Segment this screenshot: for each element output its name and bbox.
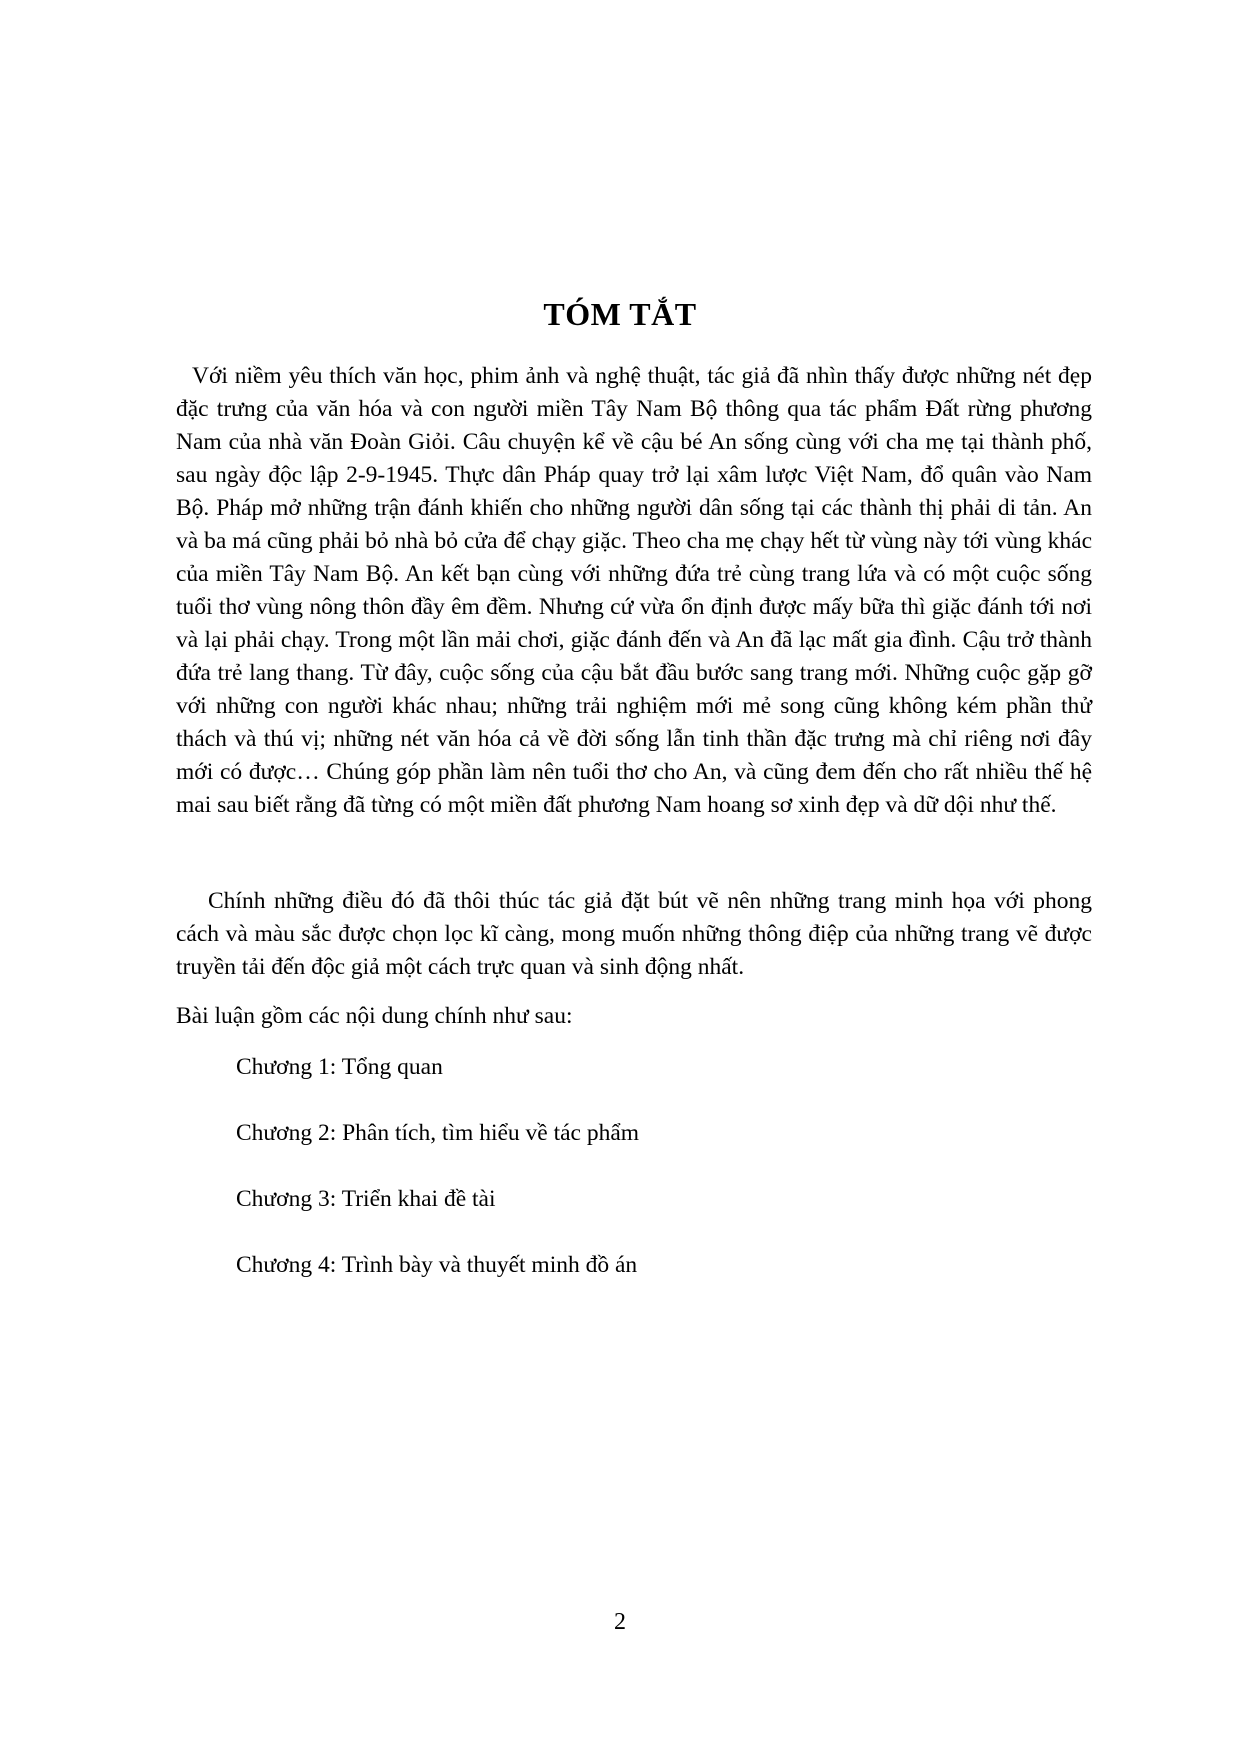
outline-intro: Bài luận gồm các nội dung chính như sau: (176, 1003, 573, 1029)
page-number: 2 (614, 1609, 626, 1635)
page-title: TÓM TẮT (543, 296, 697, 332)
summary-paragraph-motivation: Chính những điều đó đã thôi thúc tác giả đặt bút vẽ nên những trang minh họa với phong cách và màu sắc được chọn lọc kĩ càng, mong muốn những thông điệp của những trang vẽ được truyền tải đến độc giả một cách trực quan và sinh động nhất. (176, 888, 1092, 980)
summary-paragraph-intro: Với niềm yêu thích văn học, phim ảnh và nghệ thuật, tác giả đã nhìn thấy được những nét đẹp đặc trưng của văn hóa và con người miền Tây Nam Bộ thông qua tác phẩm Đất rừng phương Nam của nhà văn Đoàn Giỏi. Câu chuyện kể về cậu bé An sống cùng với cha mẹ tại thành phố, sau ngày độc lập 2-9-1945. Thực dân Pháp quay trở lại xâm lược Việt Nam, đổ quân vào Nam Bộ. Pháp mở những trận đánh khiến cho những người dân sống tại các thành thị phải di tản. An và ba má cũng phải bỏ nhà bỏ cửa để chạy giặc. Theo cha mẹ chạy hết từ vùng này tới vùng khác của miền Tây Nam Bộ. An kết bạn cùng với những đứa trẻ cùng trang lứa và có một cuộc sống tuổi thơ vùng nông thôn đầy êm đềm. Nhưng cứ vừa ổn định được mấy bữa thì giặc đánh tới nơi và lại phải chạy. Trong một lần mải chơi, giặc đánh đến và An đã lạc mất gia đình. Cậu trở thành đứa trẻ lang thang. Từ đây, cuộc sống của cậu bắt đầu bước sang trang mới. Những cuộc gặp gỡ với những con người khác nhau; những trải nghiệm mới mẻ song cũng không kém phần thử thách và thú vị; những nét văn hóa cả về đời sống lẫn tinh thần đặc trưng mà chỉ riêng nơi đây mới có được… Chúng góp phần làm nên tuổi thơ cho An, và cũng đem đến cho rất nhiều thế hệ mai sau biết rằng đã từng có một miền đất phương Nam hoang sơ xinh đẹp và dữ dội như thế. (176, 363, 1092, 818)
chapter-item-1: Chương 1: Tổng quan (236, 1054, 443, 1080)
chapter-item-4: Chương 4: Trình bày và thuyết minh đồ án (236, 1252, 638, 1278)
chapter-item-3: Chương 3: Triển khai đề tài (236, 1186, 496, 1212)
chapter-item-2: Chương 2: Phân tích, tìm hiểu về tác phẩm (236, 1120, 640, 1146)
